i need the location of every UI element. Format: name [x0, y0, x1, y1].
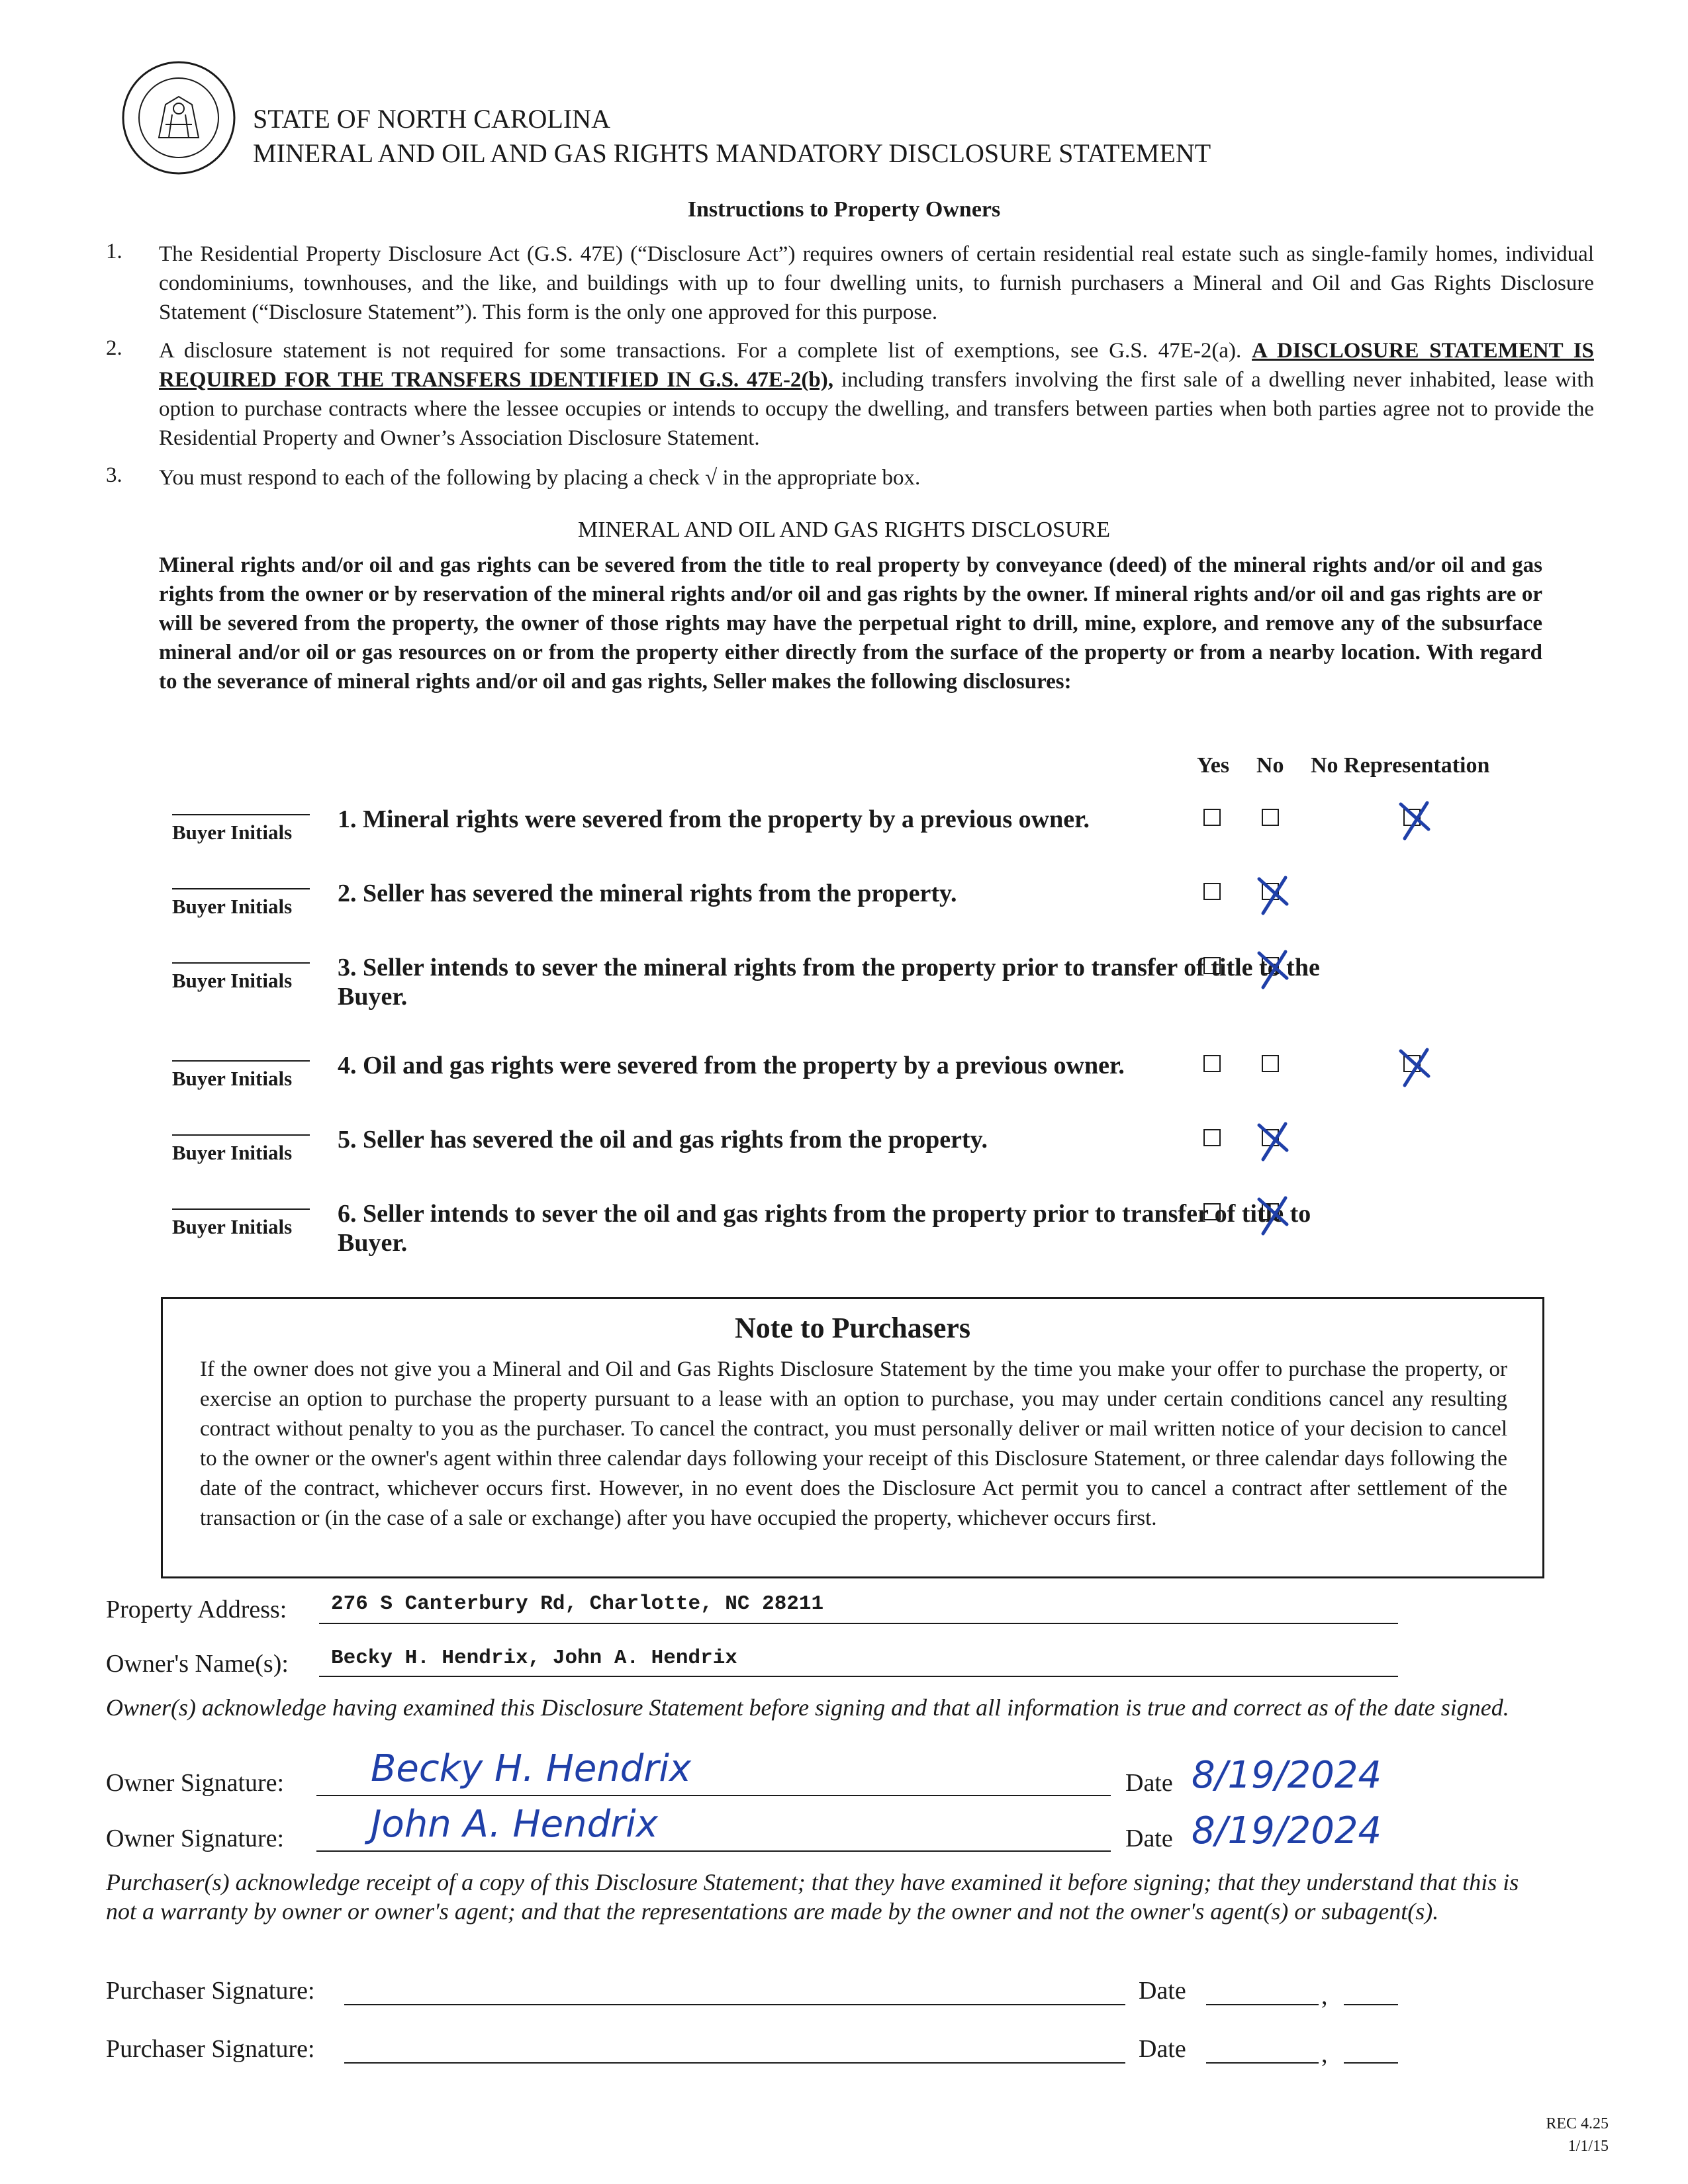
checkbox-yes[interactable]	[1203, 1129, 1221, 1146]
buyer-initials-label: Buyer Initials	[172, 969, 293, 992]
buyer-initials-label: Buyer Initials	[172, 1215, 293, 1238]
instruction-item-2	[159, 336, 1594, 453]
owner-acknowledgement: Owner(s) acknowledge having examined this Disclosure Statement before signing and that all information is true and correct as of the date signed.	[106, 1694, 1509, 1721]
instruction-number-3: 3.	[106, 463, 122, 487]
purchaser-signature-line[interactable]	[344, 2004, 1125, 2005]
purchaser-date-line[interactable]	[1206, 2004, 1319, 2005]
check-mark-icon	[1395, 1044, 1435, 1091]
property-address-value[interactable]: 276 S Canterbury Rd, Charlotte, NC 28211	[331, 1592, 824, 1615]
statement-1: 1. Mineral rights were severed from the property by a previous owner.	[338, 805, 1090, 833]
buyer-initials-label: Buyer Initials	[172, 821, 293, 844]
checkbox-yes[interactable]	[1203, 957, 1221, 974]
statement-3: 3. Seller intends to sever the mineral rights from the property prior to transfer of title to the Buyer.	[338, 954, 1320, 1011]
form-title-line1: STATE OF NORTH CAROLINA	[253, 104, 610, 134]
date-label: Date	[1139, 1977, 1186, 2005]
buyer-initials-line[interactable]	[172, 1208, 310, 1210]
purchaser-signature-line[interactable]	[344, 2062, 1125, 2064]
check-mark-icon	[1254, 872, 1293, 919]
date-comma: ,	[1321, 1982, 1328, 2010]
check-mark-icon	[1254, 1193, 1293, 1239]
note-to-purchasers-box	[161, 1297, 1544, 1578]
buyer-initials-line[interactable]	[172, 1060, 310, 1062]
checkbox-yes[interactable]	[1203, 809, 1221, 826]
form-revision: 1/1/15	[1568, 2138, 1609, 2155]
owner-signature-date-1[interactable]: 8/19/2024	[1192, 1754, 1382, 1797]
check-mark-icon	[1254, 1118, 1293, 1165]
owner-names-label: Owner's Name(s):	[106, 1650, 289, 1678]
purchaser-signature-label: Purchaser Signature:	[106, 2035, 315, 2063]
column-no-representation: No Representation	[1311, 753, 1490, 778]
owner-signature-line	[316, 1795, 1111, 1796]
column-no: No	[1256, 753, 1284, 778]
statement-4: 4. Oil and gas rights were severed from the property by a previous owner.	[338, 1052, 1125, 1079]
buyer-initials-line[interactable]	[172, 814, 310, 815]
checkbox-yes[interactable]	[1203, 883, 1221, 900]
buyer-initials-label: Buyer Initials	[172, 1067, 293, 1090]
purchaser-signature-label: Purchaser Signature:	[106, 1977, 315, 2005]
purchaser-date-line[interactable]	[1206, 2062, 1319, 2064]
instruction-item-2-post: including transfers involving the first sale of a dwelling never inhabited, lease with option to purchase contracts where the lessee occupies or intends to occupy the dwelling, and transfers between parties when both parties agree not to provide the Residential Property and Owner’s Association Disclosure Statement.	[159, 368, 1595, 450]
check-mark-icon	[1395, 797, 1435, 844]
date-label: Date	[1125, 1769, 1173, 1797]
purchaser-year-line[interactable]	[1344, 2004, 1398, 2005]
instruction-item-2-emphasis: A DISCLOSURE STATEMENT IS REQUIRED FOR THE TRANSFERS IDENTIFIED IN G.S. 47E-2(b),	[159, 339, 1594, 392]
buyer-initials-line[interactable]	[172, 888, 310, 889]
property-address-line	[319, 1623, 1398, 1624]
owner-signature-line	[316, 1850, 1111, 1852]
buyer-initials-label: Buyer Initials	[172, 1141, 293, 1164]
owner-signature-2[interactable]: John A. Hendrix	[371, 1803, 658, 1846]
owner-signature-label: Owner Signature:	[106, 1825, 285, 1852]
checkbox-no[interactable]	[1262, 1055, 1279, 1072]
instruction-number-2: 2.	[106, 336, 122, 360]
owner-signature-label: Owner Signature:	[106, 1769, 285, 1797]
form-title-line2: MINERAL AND OIL AND GAS RIGHTS MANDATORY DISCLOSURE STATEMENT	[253, 138, 1211, 168]
owner-signature-date-2[interactable]: 8/19/2024	[1192, 1809, 1382, 1852]
date-label: Date	[1139, 2035, 1186, 2063]
instruction-number-1: 1.	[106, 240, 122, 263]
purchaser-year-line[interactable]	[1344, 2062, 1398, 2064]
checkbox-yes[interactable]	[1203, 1203, 1221, 1220]
date-label: Date	[1125, 1825, 1173, 1852]
check-mark-icon	[1254, 946, 1293, 993]
instruction-item-2-pre: A disclosure statement is not required for some transactions. For a complete list of exemptions, see G.S. 47E-2(a).	[159, 339, 1252, 363]
commission-seal-icon	[119, 58, 238, 177]
buyer-initials-line[interactable]	[172, 1134, 310, 1136]
disclosure-heading: MINERAL AND OIL AND GAS RIGHTS DISCLOSURE	[577, 518, 1111, 542]
property-address-label: Property Address:	[106, 1596, 287, 1623]
column-yes: Yes	[1197, 753, 1230, 778]
owner-names-line	[319, 1676, 1398, 1677]
buyer-initials-line[interactable]	[172, 962, 310, 964]
owner-signature-1[interactable]: Becky H. Hendrix	[371, 1747, 692, 1790]
instruction-item-3: You must respond to each of the following by placing a check √ in the appropriate box.	[159, 466, 921, 490]
instructions-heading: Instructions to Property Owners	[687, 197, 1001, 222]
checkbox-no[interactable]	[1262, 809, 1279, 826]
buyer-initials-label: Buyer Initials	[172, 895, 293, 918]
note-body: If the owner does not give you a Mineral and Oil and Gas Rights Disclosure Statement by the time you make your offer to purchase the property, or exercise an option to purchase the property pursuant to a lease with an option to purchase, you may under certain conditions cancel any resulting contract without penalty to you as the purchaser. To cancel the contract, you must personally deliver or mail written notice of your decision to cancel to the owner or the owner's agent within three calendar days following your receipt of this Disclosure Statement, or three calendar days following the date of the contract, whichever occurs first. However, in no event does the Disclosure Act permit you to cancel a contract after settlement of the transaction or (in the case of a sale or exchange) after you have occupied the property, whichever occurs first.	[200, 1357, 1507, 1530]
instruction-item-1: The Residential Property Disclosure Act (G.S. 47E) (“Disclosure Act”) requires owners of certain residential real estate such as single-family homes, individual condominiums, townhouses, and the like, and buildings with up to four dwelling units, to furnish purchasers a Mineral and Oil and Gas Rights Disclosure Statement (“Disclosure Statement”). This form is the only one approved for this purpose.	[159, 242, 1594, 324]
disclosure-intro: Mineral rights and/or oil and gas rights can be severed from the title to real property by conveyance (deed) of the mineral rights and/or oil and gas rights from the owner or by reservation of the mineral rights and/or oil and gas rights by the owner. If mineral rights and/or oil and gas rights are or will be severed from the property, the owner of those rights may have the perpetual right to drill, mine, explore, and remove any of the subsurface mineral and/or oil or gas resources on or from the property either directly from the surface of the property or from a nearby location. With regard to the severance of mineral rights and/or oil and gas rights, Seller makes the following disclosures:	[159, 553, 1542, 694]
statement-2: 2. Seller has severed the mineral rights from the property.	[338, 880, 957, 907]
date-comma: ,	[1321, 2040, 1328, 2068]
note-title: Note to Purchasers	[735, 1312, 970, 1344]
form-number: REC 4.25	[1546, 2115, 1609, 2132]
statement-6: 6. Seller intends to sever the oil and gas rights from the property prior to transfer of title to Buyer.	[338, 1200, 1311, 1257]
statement-5: 5. Seller has severed the oil and gas rights from the property.	[338, 1126, 988, 1154]
owner-names-value[interactable]: Becky H. Hendrix, John A. Hendrix	[331, 1647, 737, 1670]
purchaser-acknowledgement: Purchaser(s) acknowledge receipt of a copy of this Disclosure Statement; that they have examined it before signing; that they understand that this is not a warranty by owner or owner's agent; and that the representations are made by the owner and not the owner's agent(s) or subagent(s).	[106, 1869, 1519, 1925]
checkbox-yes[interactable]	[1203, 1055, 1221, 1072]
